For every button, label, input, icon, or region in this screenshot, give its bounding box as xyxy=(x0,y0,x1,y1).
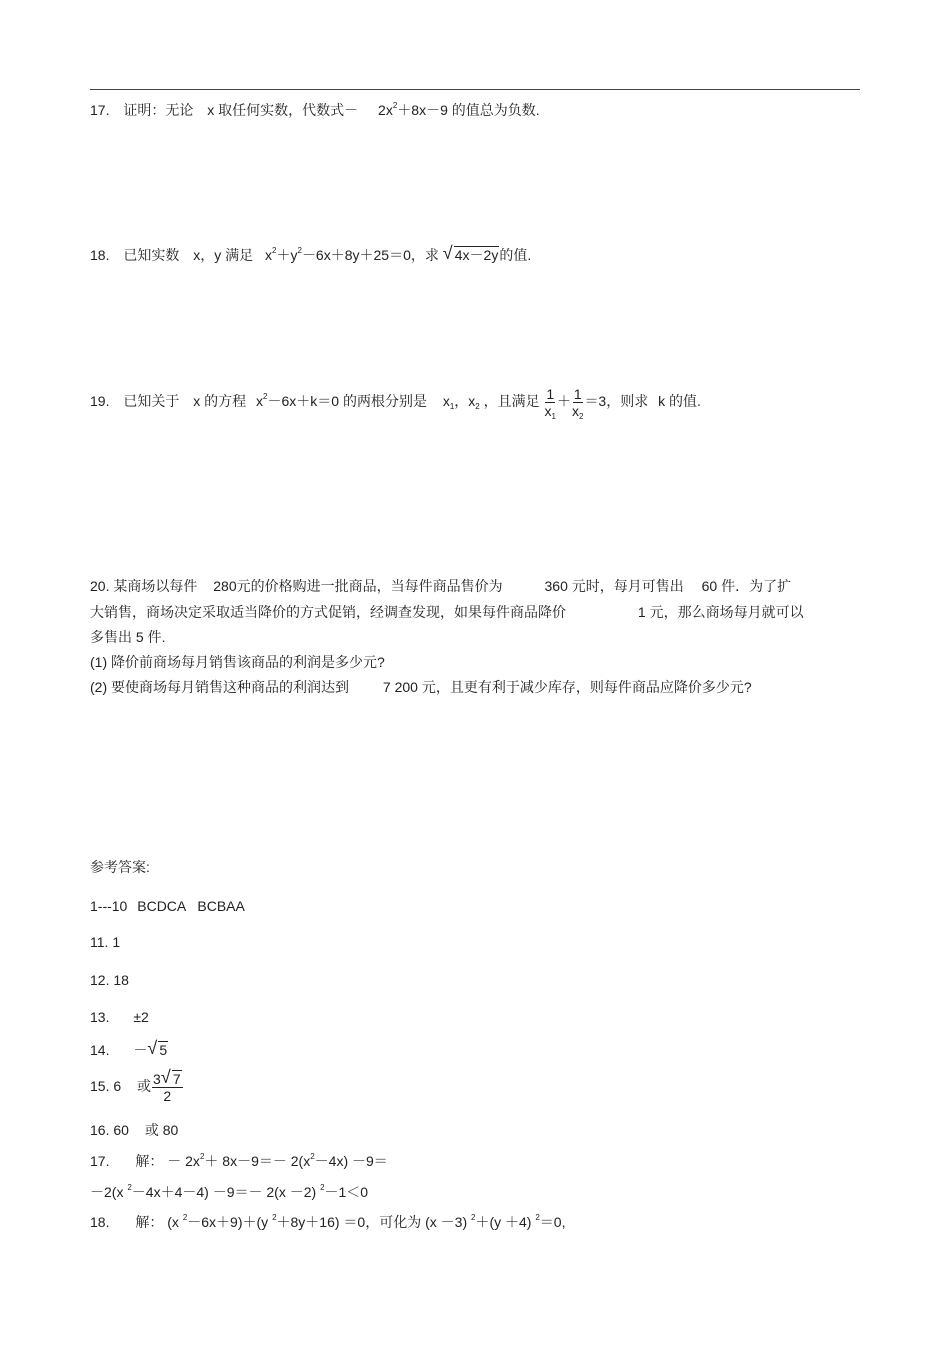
question-number: 17. xyxy=(90,102,110,118)
answer-number: 13. xyxy=(90,1009,110,1025)
answer-number: 15. 6 xyxy=(90,1078,122,1094)
expression: ＝0, xyxy=(539,1214,566,1230)
question-text: 元，且更有利于减少库存，则每件商品应降价多少元? xyxy=(421,679,752,695)
exponent: 2 xyxy=(535,1213,540,1222)
answer-18 xyxy=(90,1213,565,1231)
answer-number: 1---10 xyxy=(90,898,128,914)
variables: x，y xyxy=(193,247,222,263)
expression: ＋8y＋16) ＝0，可化为 (x －3) xyxy=(276,1214,471,1230)
question-text: 已知实数 xyxy=(123,247,180,263)
value: 360 xyxy=(544,578,568,594)
subscript: 2 xyxy=(475,402,480,411)
value: 7 200 xyxy=(382,679,418,695)
fraction xyxy=(545,386,556,419)
answer-11: 11. 1 xyxy=(90,934,121,950)
expression: ＋8x－9 xyxy=(397,102,448,118)
radicand: 7 xyxy=(172,1071,181,1088)
question-number: 19. xyxy=(90,393,110,409)
denominator: $x_1$ xyxy=(544,402,556,421)
question-text: 证明：无论 xyxy=(123,102,194,118)
answer-number: 17. xyxy=(90,1153,110,1169)
answer-value: BCBAA xyxy=(197,898,245,914)
question-text: 元，那么商场每月就可以 xyxy=(649,604,804,620)
expression: －4x) －9＝ xyxy=(314,1153,388,1169)
expression: － 2x xyxy=(167,1153,200,1169)
answer-13 xyxy=(90,1008,149,1026)
question-text: 元时，每月可售出 xyxy=(571,578,684,594)
exponent: 2 xyxy=(392,101,398,110)
question-text: 的值. xyxy=(499,247,532,263)
expression: ＋(y ＋4) xyxy=(475,1214,536,1230)
question-18 xyxy=(90,243,532,264)
numerator: 1 xyxy=(546,385,555,402)
value: 280 xyxy=(213,578,237,594)
exponent: 2 xyxy=(263,392,268,401)
exponent: 2 xyxy=(272,246,277,255)
question-text: 20. 某商场以每件 xyxy=(90,578,198,594)
expression: －6x＋9)＋(y xyxy=(187,1214,273,1230)
answer-15 xyxy=(90,1066,184,1106)
solution-label: 解： xyxy=(135,1153,164,1169)
expression: －4x＋4－4) －9＝－ 2(x －2) xyxy=(131,1184,321,1200)
square-root xyxy=(147,1038,168,1059)
expression: ＝3，则求 xyxy=(584,393,649,409)
exponent: 2 xyxy=(199,1152,205,1161)
or-text: 或 xyxy=(144,1122,159,1138)
root-x2: x xyxy=(468,393,476,409)
variable: k xyxy=(658,393,666,409)
denominator: $x_2$ xyxy=(571,402,584,421)
question-19 xyxy=(90,384,701,419)
variable: x xyxy=(207,102,215,118)
expression: x xyxy=(256,393,264,409)
answer-number: 14. xyxy=(90,1042,110,1058)
question-text: 的两根分别是 xyxy=(342,393,427,409)
exponent: 2 xyxy=(297,246,302,255)
question-20-sub-2 xyxy=(90,678,752,696)
exponent: 2 xyxy=(320,1183,325,1192)
answer-value: BCDCA xyxy=(137,898,186,914)
answer-17-line-1 xyxy=(90,1152,388,1170)
subscript: 1 xyxy=(449,402,455,411)
exponent: 2 xyxy=(272,1213,277,1222)
answer-number: 18. xyxy=(90,1214,110,1230)
question-text: 件．为了扩 xyxy=(721,578,792,594)
radical-sign: √ xyxy=(442,243,453,263)
expression: ＋ 8x－9＝－ 2(x xyxy=(204,1153,311,1169)
expression: x xyxy=(265,247,273,263)
expression: ＋y xyxy=(276,247,298,263)
answer-16 xyxy=(90,1121,178,1139)
solution-label: 解： xyxy=(135,1214,164,1230)
numerator: 1 xyxy=(573,385,582,402)
exponent: 2 xyxy=(127,1183,132,1192)
question-20-line-3: 多售出 5 件. xyxy=(90,629,166,645)
question-text: 元的价格购进一批商品，当每件商品售价为 xyxy=(236,578,503,594)
answers-heading: 参考答案: xyxy=(90,859,150,875)
exponent: 2 xyxy=(182,1213,188,1222)
radicand: 4x－2y xyxy=(454,247,499,263)
expression: －1＜0 xyxy=(324,1184,369,1200)
header-rule xyxy=(90,89,860,90)
separator: ， xyxy=(454,393,469,409)
question-text: 取任何实数，代数式－ xyxy=(218,102,359,118)
radical-sign: √ xyxy=(160,1067,171,1088)
question-20-sub-1: (1) 降价前商场每月销售该商品的利润是多少元? xyxy=(90,654,385,670)
question-text: 已知关于 xyxy=(123,393,180,409)
fraction xyxy=(152,1067,183,1105)
fraction xyxy=(572,386,583,419)
variable: x xyxy=(193,393,201,409)
exponent: 2 xyxy=(310,1152,315,1161)
radicand: 5 xyxy=(159,1042,168,1058)
answer-1-10 xyxy=(90,897,245,915)
numerator: 3 √ 7 xyxy=(153,1067,181,1088)
expression: (x xyxy=(167,1214,183,1230)
question-text: (2) 要使商场每月销售这种商品的利润达到 xyxy=(90,679,349,695)
question-20-line-1 xyxy=(90,577,791,595)
question-text: 的值总为负数. xyxy=(451,102,540,118)
value: 60 xyxy=(701,578,718,594)
square-root xyxy=(442,243,500,264)
minus-sign: － xyxy=(133,1042,148,1058)
plus-sign: ＋ xyxy=(556,393,571,409)
answer-value: 80 xyxy=(162,1122,179,1138)
radical-sign: √ xyxy=(147,1038,158,1058)
square-root xyxy=(160,1067,182,1088)
question-number: 18. xyxy=(90,247,110,263)
question-17 xyxy=(90,101,540,119)
answer-17-line-2 xyxy=(90,1183,368,1201)
question-20-line-2 xyxy=(90,603,804,621)
answer-number: 16. 60 xyxy=(90,1122,129,1138)
denominator: 2 xyxy=(163,1088,172,1105)
exponent: 2 xyxy=(471,1213,476,1222)
answer-12: 12. 18 xyxy=(90,972,129,988)
question-text: ，且满足 xyxy=(483,393,540,409)
question-text: 的方程 xyxy=(204,393,247,409)
answer-14 xyxy=(90,1038,168,1059)
or-text: 或 xyxy=(137,1078,152,1094)
question-text: 的值. xyxy=(669,393,701,409)
answer-value: ±2 xyxy=(133,1009,149,1025)
expression: 2x xyxy=(378,102,393,118)
root-x1: x xyxy=(442,393,450,409)
value: 1 xyxy=(637,604,646,620)
question-text: 大销售，商场决定采取适当降价的方式促销，经调查发现，如果每件商品降价 xyxy=(90,604,566,620)
expression: －6x＋k＝0 xyxy=(267,393,340,409)
question-text: 满足 xyxy=(225,247,254,263)
expression: －6x＋8y＋25＝0，求 xyxy=(301,247,439,263)
expression: －2(x xyxy=(90,1184,128,1200)
